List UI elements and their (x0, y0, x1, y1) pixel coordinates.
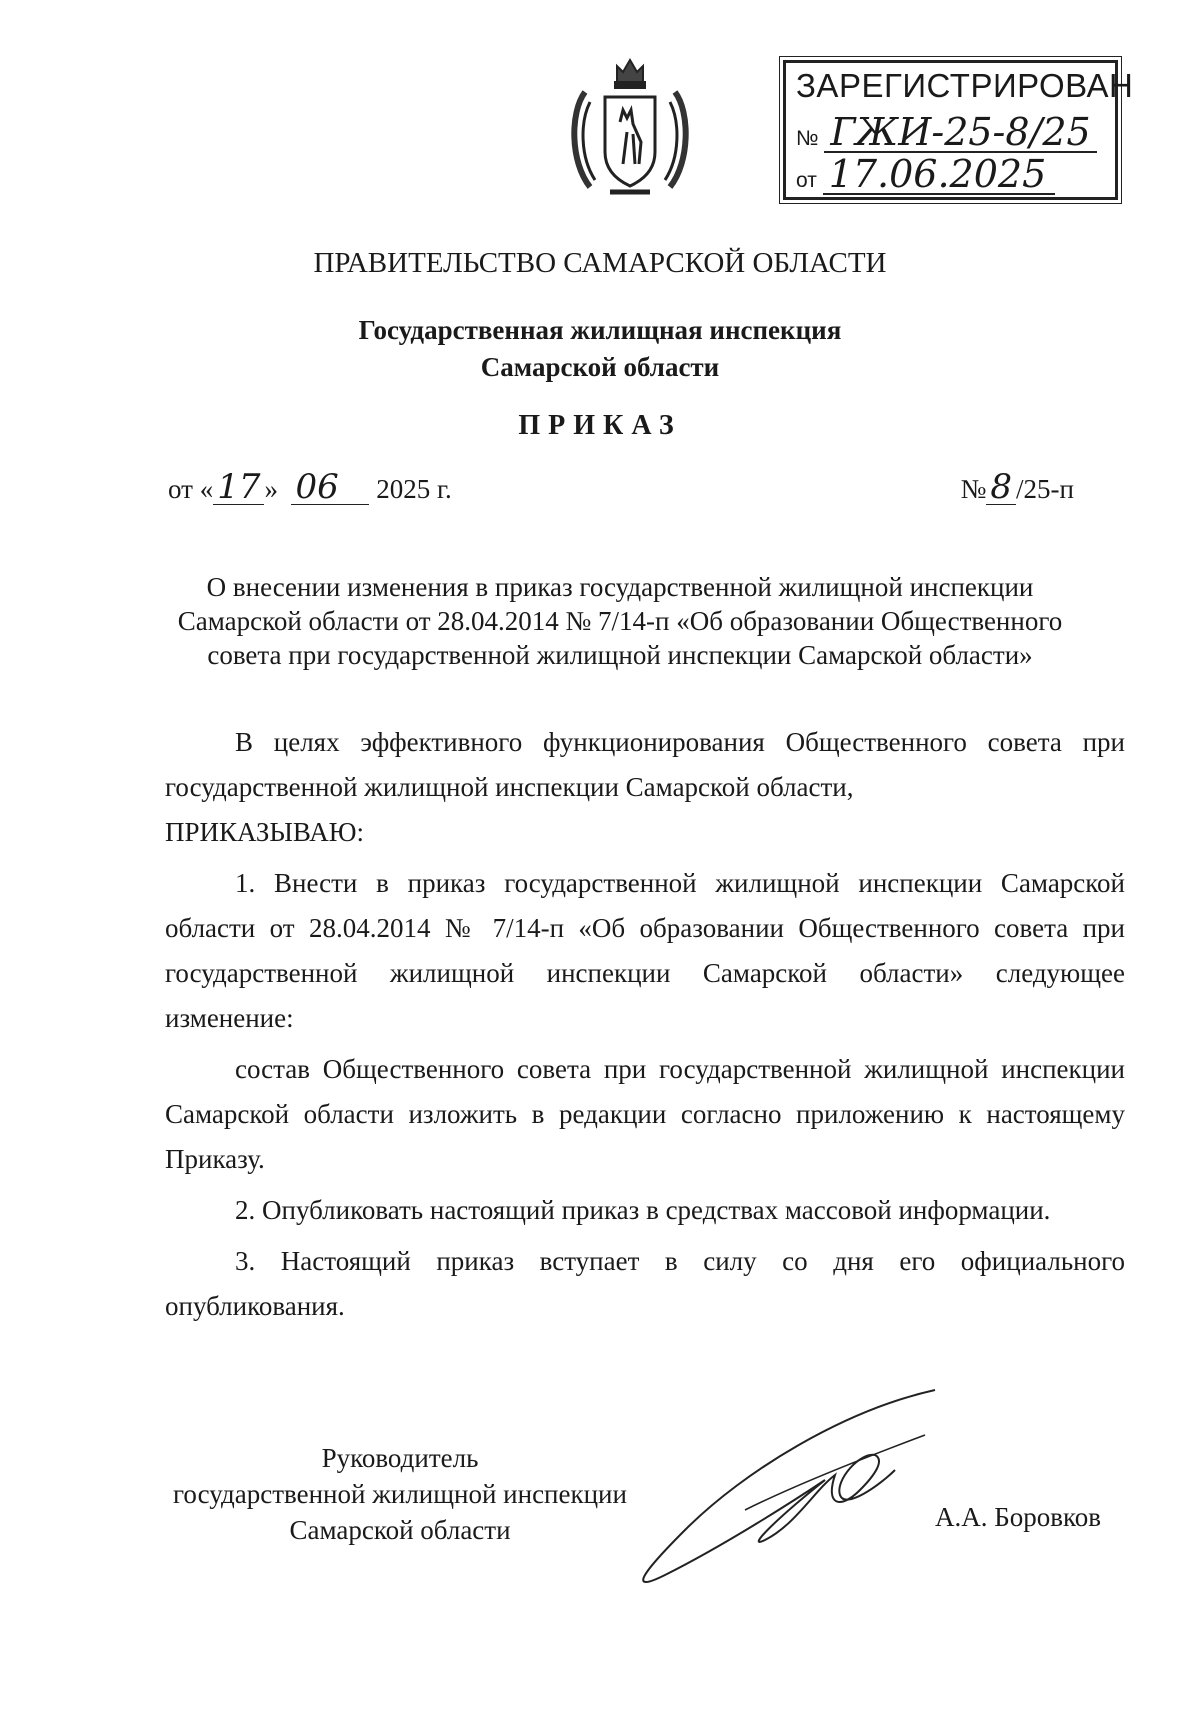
subject-line3: совета при государственной жилищной инспекции Самарской области» (207, 640, 1033, 670)
order-body (165, 720, 1125, 1329)
command-word: ПРИКАЗЫВАЮ: (165, 817, 364, 847)
signatory-title-line3: Самарской области (289, 1515, 511, 1545)
handwritten-signature (625, 1380, 955, 1600)
date-month: 06 (291, 470, 369, 505)
signatory-name: А.А. Боровков (935, 1502, 1101, 1532)
date-mid: » (264, 474, 278, 504)
agency-heading (0, 312, 1200, 386)
order-number-suffix: /25-п (1016, 474, 1074, 504)
signatory-title (140, 1440, 660, 1548)
registration-stamp (783, 60, 1134, 200)
stamp-number-value: ГЖИ-25-8/25 (824, 113, 1096, 153)
stamp-date-value: 17.06.2025 (823, 155, 1055, 195)
subject-line1: О внесении изменения в приказ государственной жилищной инспекции (206, 572, 1034, 602)
intro-paragraph: В целях эффективного функционирования Общественного совета при государственной жилищной инспекции Самарской области, (165, 727, 1125, 802)
order-number-prefix: № (960, 474, 987, 504)
item-3: 3. Настоящий приказ вступает в силу со дня его официального опубликования. (165, 1246, 1125, 1321)
stamp-number-line (796, 110, 1097, 154)
stamp-date-label: от (796, 169, 817, 192)
subject-line2: Самарской области от 28.04.2014 № 7/14-п «Об образовании Общественного (177, 606, 1063, 636)
order-number (960, 467, 1074, 507)
order-subject (140, 570, 1100, 672)
item-1-detail: состав Общественного совета при государственной жилищной инспекции Самарской области изложить в редакции согласно приложению к настоящему Приказу. (165, 1054, 1125, 1174)
signatory-title-line2: государственной жилищной инспекции (173, 1479, 627, 1509)
item-2: 2. Опубликовать настоящий приказ в средствах массовой информации. (235, 1195, 1051, 1225)
stamp-number-label: № (796, 127, 819, 150)
stamp-date-line (796, 152, 1055, 196)
agency-heading-line2: Самарской области (480, 352, 720, 382)
date-day: 17 (213, 470, 264, 505)
date-prefix: от « (168, 474, 214, 504)
order-date (168, 467, 452, 507)
government-heading: ПРАВИТЕЛЬСТВО САМАРСКОЙ ОБЛАСТИ (313, 247, 887, 279)
order-number-handwritten: 8 (986, 470, 1016, 505)
stamp-title: ЗАРЕГИСТРИРОВАН (796, 67, 1134, 104)
signatory-title-line1: Руководитель (321, 1443, 479, 1473)
document-type: ПРИКАЗ (518, 410, 682, 441)
coat-of-arms-emblem (565, 52, 695, 204)
agency-heading-line1: Государственная жилищная инспекция (358, 315, 842, 345)
item-1: 1. Внести в приказ государственной жилищной инспекции Самарской области от 28.04.2014 № 7/14-п «Об образовании Общественного совета при государственной жилищной инспекции Самарской области» следующее изменение: (165, 868, 1125, 1033)
date-year: 2025 г. (376, 474, 452, 504)
